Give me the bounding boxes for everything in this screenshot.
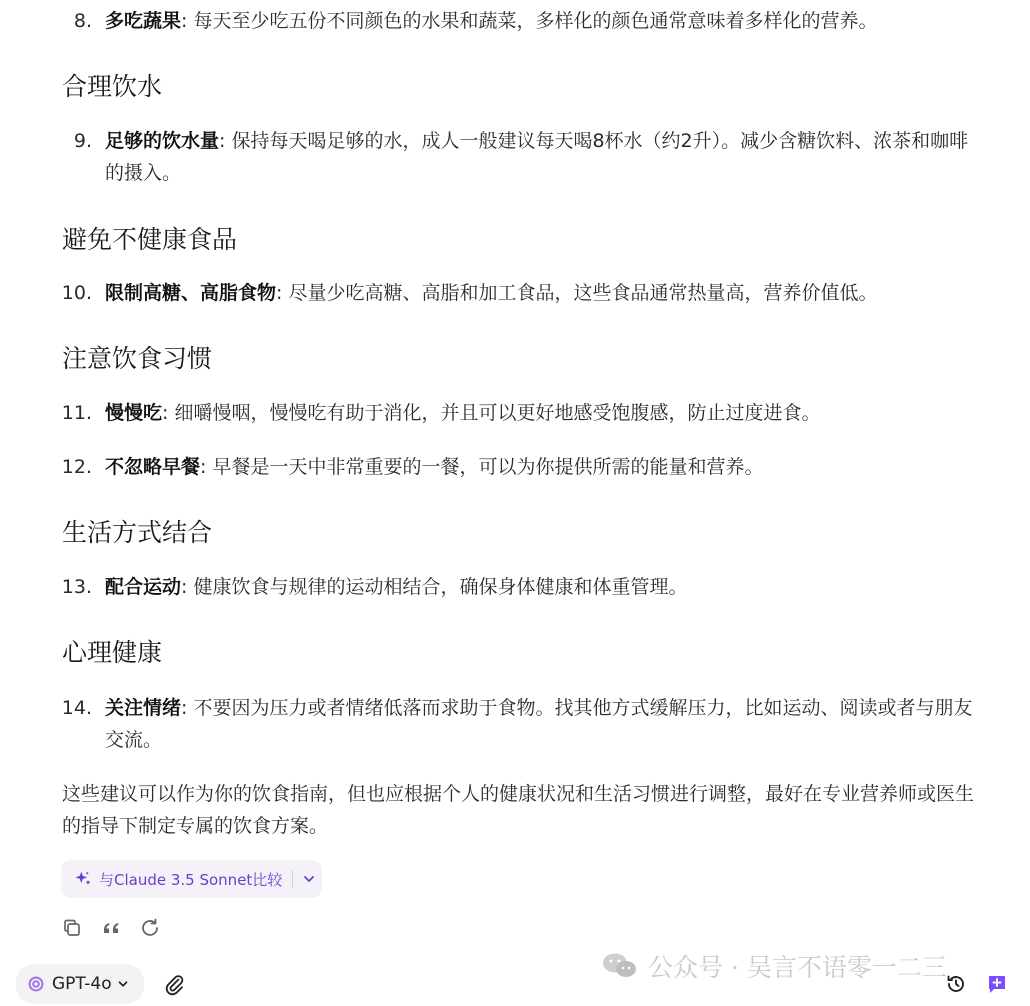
chevron-down-icon (116, 977, 130, 991)
section-heading: 心理健康 (62, 638, 163, 667)
quote-icon[interactable] (99, 916, 123, 940)
list-item-title: 足够的饮水量 (105, 130, 220, 152)
list-number: 12. (61, 456, 92, 478)
paperclip-icon[interactable] (162, 972, 186, 996)
list-item-title: 不忽略早餐 (105, 456, 201, 478)
section-heading: 注意饮食习惯 (62, 344, 213, 373)
list-number: 9. (73, 130, 92, 152)
list-item-text: : 早餐是一天中非常重要的一餐，可以为你提供所需的能量和营养。 (200, 456, 764, 478)
model-selector[interactable] (16, 964, 144, 1004)
watermark-text: 公众号 · 吴言不语零一二三 (648, 953, 947, 982)
list-item-title: 慢慢吃 (105, 402, 163, 424)
section-heading: 生活方式结合 (62, 518, 213, 547)
list-item-title: 配合运动 (105, 576, 182, 598)
list-item-text: : 细嚼慢咽，慢慢吃有助于消化，并且可以更好地感受饱腹感，防止过度进食。 (162, 402, 821, 424)
list-item-title: 多吃蔬果 (105, 10, 182, 32)
divider (292, 870, 293, 888)
list-item-text: : 保持每天喝足够的水，成人一般建议每天喝8杯水（约2升）。减少含糖饮料、浓茶和咖啡的摄入。 (105, 130, 969, 184)
list-item-text: : 不要因为压力或者情绪低落而求助于食物。找其他方式缓解压力，比如运动、阅读或者与朋友交流。 (105, 697, 973, 751)
list-number: 8. (73, 10, 92, 32)
section-heading: 合理饮水 (62, 72, 163, 101)
conclusion-paragraph: 这些建议可以作为你的饮食指南，但也应根据个人的健康状况和生活习惯进行调整，最好在专业营养师或医生的指导下制定专属的饮食方案。 (62, 783, 975, 837)
copy-icon[interactable] (60, 916, 84, 940)
list-number: 13. (61, 576, 92, 598)
list-item-text: : 尽量少吃高糖、高脂和加工食品，这些食品通常热量高，营养价值低。 (276, 282, 878, 304)
model-label: GPT-4o (52, 974, 112, 994)
history-icon[interactable] (944, 972, 968, 996)
sparkle-icon (73, 869, 93, 889)
list-number: 10. (61, 282, 92, 304)
message-actions (60, 916, 162, 940)
list-number: 14. (61, 697, 92, 719)
list-item-text: : 每天至少吃五份不同颜色的水果和蔬菜，多样化的颜色通常意味着多样化的营养。 (181, 10, 878, 32)
watermark (600, 946, 947, 986)
compare-model-button[interactable] (61, 860, 322, 898)
new-chat-icon[interactable] (985, 972, 1009, 996)
regenerate-icon[interactable] (138, 916, 162, 940)
openai-logo-icon (26, 974, 46, 994)
section-heading: 避免不健康食品 (62, 225, 238, 254)
chevron-down-icon[interactable] (301, 871, 317, 887)
compare-model-label: 与Claude 3.5 Sonnet比较 (99, 870, 283, 889)
list-item-text: : 健康饮食与规律的运动相结合，确保身体健康和体重管理。 (181, 576, 688, 598)
list-item-title: 限制高糖、高脂食物 (105, 282, 277, 304)
list-number: 11. (61, 402, 92, 424)
list-item-title: 关注情绪 (105, 697, 182, 719)
wechat-icon (600, 951, 640, 981)
